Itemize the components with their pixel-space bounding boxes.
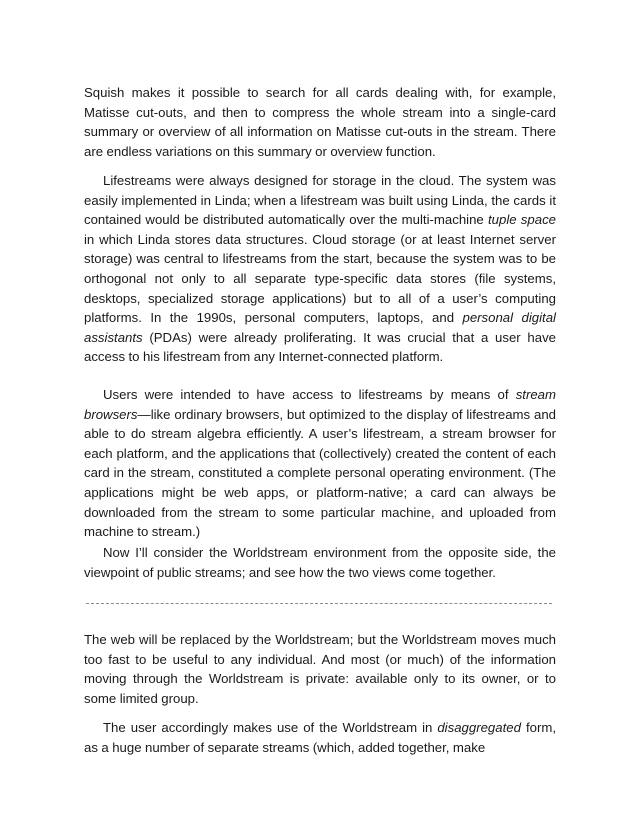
paragraph-web-replaced <box>84 630 556 708</box>
paragraph-text: Lifestreams were always designed for storage in the cloud. The system was easily implemented in Linda; when a lifestream was built using Linda, the cards it contained would be distributed automatically over the multi-machine <box>84 173 556 228</box>
emphasis-pda: personal digital assistants <box>84 310 556 345</box>
section-divider <box>86 603 552 604</box>
paragraph-text: Users were intended to have access to lifestreams by means of <box>103 387 516 402</box>
paragraph-stream-browsers <box>84 385 556 542</box>
paragraph-text: form, as a huge number of separate streams (which, added together, make <box>84 720 556 755</box>
paragraph-lifestreams-cloud <box>84 171 556 367</box>
emphasis-stream-browsers: stream browsers <box>84 387 556 422</box>
emphasis-disaggregated: disaggregated <box>437 720 521 735</box>
paragraph-text: (PDAs) were already proliferating. It was crucial that a user have access to his lifestream from any Internet-connected platform. <box>84 329 556 365</box>
paragraph-text: —like ordinary browsers, but optimized to the display of lifestreams and able to do stream algebra efficiently. A user’s lifestream, a stream browser for each platform, and the applications that (collectively) created the content of each card in the stream, constituted a complete personal operating environment. (The applications might be web apps, or platform-native; a card can always be downloaded from the stream to some particular machine, and uploaded from machine to stream.) <box>84 406 556 540</box>
paragraph-squish <box>84 83 556 161</box>
paragraph-text: The user accordingly makes use of the Worldstream in <box>103 720 438 735</box>
paragraph-text: The web will be replaced by the Worldstream; but the Worldstream moves much too fast to be useful to any individual. And most (or much) of the information moving through the Worldstream is private: available only to its owner, or to some limited group. <box>84 632 556 706</box>
paragraph-disaggregated <box>84 718 556 757</box>
paragraph-text: Now I’ll consider the Worldstream environment from the opposite side, the viewpoint of public streams; and see how the two views come together. <box>84 545 556 580</box>
paragraph-text: in which Linda stores data structures. Cloud storage (or at least Internet server storage) was central to lifestreams from the start, because the system was to be orthogonal not only to all separate type-specific data stores (file systems, desktops, specialized storage applications) but to all of a user’s computing platforms. In the 1990s, personal computers, laptops, and <box>84 231 556 326</box>
paragraph-text: Squish makes it possible to search for all cards dealing with, for example, Matisse cut-outs, and then to compress the whole stream into a single-card summary or overview of all information on Matisse cut-outs in the stream. There are endless variations on this summary or overview function. <box>84 85 556 159</box>
emphasis-tuple-space: tuple space <box>487 212 556 228</box>
paragraph-worldstream-intro <box>84 543 556 582</box>
